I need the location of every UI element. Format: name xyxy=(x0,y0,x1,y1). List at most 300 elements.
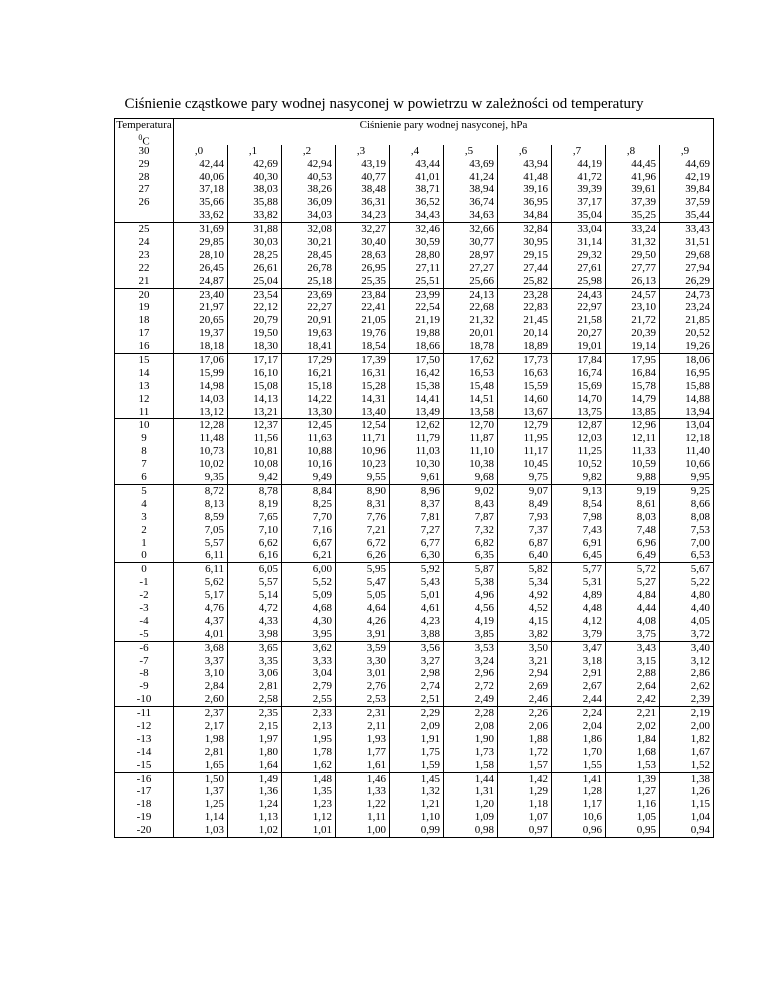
pressure-value: 5,43 xyxy=(420,576,440,589)
pressure-value: 33,24 xyxy=(631,223,656,236)
pressure-value: 34,43 xyxy=(415,209,440,222)
pressure-column-cell xyxy=(228,419,282,484)
pressure-value: 3,27 xyxy=(420,654,440,667)
pressure-value: 28,63 xyxy=(361,248,386,261)
pressure-value: 4,40 xyxy=(690,601,710,614)
pressure-value: 19,63 xyxy=(307,327,332,340)
pressure-value: 38,94 xyxy=(469,183,494,196)
pressure-value: 4,08 xyxy=(636,614,656,627)
pressure-value: 44,19 xyxy=(577,157,602,170)
temperature-value: 19 xyxy=(138,301,150,314)
pressure-column-cell xyxy=(228,707,282,772)
pressure-column-cell xyxy=(336,707,390,772)
pressure-value: 2,88 xyxy=(636,667,656,680)
pressure-value: 29,15 xyxy=(523,248,548,261)
pressure-value: 3,50 xyxy=(528,641,548,654)
column-header: ,0 xyxy=(194,144,204,157)
pressure-column-cell xyxy=(390,145,444,223)
pressure-value: 12,62 xyxy=(415,419,440,432)
pressure-column-cell xyxy=(552,772,606,837)
pressure-value: 1,13 xyxy=(258,811,278,824)
pressure-value: 7,76 xyxy=(366,510,386,523)
pressure-value: 25,35 xyxy=(361,274,386,287)
pressure-column-cell xyxy=(606,288,660,353)
pressure-value: 0,96 xyxy=(582,824,602,837)
pressure-value: 14,98 xyxy=(199,379,224,392)
pressure-value: 1,20 xyxy=(474,798,494,811)
pressure-value: 33,43 xyxy=(685,223,710,236)
pressure-value: 41,48 xyxy=(523,170,548,183)
pressure-column-cell xyxy=(282,641,336,706)
pressure-value: 21,05 xyxy=(361,314,386,327)
pressure-value: 5,22 xyxy=(690,576,710,589)
pressure-value: 10,88 xyxy=(307,445,332,458)
pressure-value: 12,54 xyxy=(361,419,386,432)
pressure-value: 35,25 xyxy=(631,209,656,222)
pressure-value: 10,30 xyxy=(415,458,440,471)
temperature-value: -1 xyxy=(139,576,149,589)
pressure-value: 3,88 xyxy=(420,627,440,640)
temperature-value: -4 xyxy=(139,614,149,627)
pressure-value: 3,85 xyxy=(474,627,494,640)
pressure-value: 14,51 xyxy=(469,392,494,405)
pressure-value: 6,87 xyxy=(528,536,548,549)
pressure-value: 7,27 xyxy=(420,523,440,536)
pressure-value: 2,74 xyxy=(420,680,440,693)
pressure-value: 11,87 xyxy=(469,432,494,445)
pressure-value: 2,11 xyxy=(367,719,386,732)
pressure-value: 3,04 xyxy=(312,667,332,680)
pressure-value: 5,62 xyxy=(204,576,224,589)
pressure-column-cell xyxy=(444,707,498,772)
pressure-column-cell xyxy=(660,145,714,223)
pressure-value: 5,67 xyxy=(690,563,710,576)
pressure-column-cell xyxy=(174,288,228,353)
pressure-value: 6,40 xyxy=(528,549,548,562)
temperature-value: 14 xyxy=(138,366,150,379)
pressure-value: 1,24 xyxy=(258,798,278,811)
pressure-value: 2,64 xyxy=(636,680,656,693)
pressure-value: 12,87 xyxy=(577,419,602,432)
pressure-value: 25,51 xyxy=(415,274,440,287)
pressure-column-cell xyxy=(390,707,444,772)
pressure-value: 35,44 xyxy=(685,209,710,222)
pressure-value: 13,49 xyxy=(415,405,440,418)
pressure-value: 5,77 xyxy=(582,563,602,576)
pressure-value: 14,70 xyxy=(577,392,602,405)
pressure-value: 5,05 xyxy=(366,589,386,602)
pressure-value: 0,95 xyxy=(636,824,656,837)
pressure-value: 28,80 xyxy=(415,248,440,261)
pressure-value: 31,14 xyxy=(577,236,602,249)
temperature-value: 13 xyxy=(138,379,150,392)
pressure-value: 34,03 xyxy=(307,209,332,222)
pressure-value: 12,18 xyxy=(685,432,710,445)
temperature-value: 4 xyxy=(141,497,147,510)
pressure-value: 5,57 xyxy=(258,576,278,589)
pressure-value: 5,95 xyxy=(366,563,386,576)
pressure-column-cell xyxy=(228,563,282,641)
pressure-value: 3,01 xyxy=(366,667,386,680)
pressure-value: 2,29 xyxy=(420,707,440,720)
temperature-value: 17 xyxy=(138,327,150,340)
pressure-value: 14,03 xyxy=(199,392,224,405)
temperature-value: -12 xyxy=(136,719,152,732)
pressure-value: 3,12 xyxy=(690,654,710,667)
pressure-value: 0,99 xyxy=(420,824,440,837)
pressure-value: 11,71 xyxy=(361,432,386,445)
pressure-column-cell xyxy=(498,288,552,353)
temperature-cell xyxy=(115,354,174,419)
table-row-group xyxy=(115,772,714,837)
temperature-header xyxy=(115,119,174,148)
pressure-value: 3,56 xyxy=(420,641,440,654)
pressure-value: 32,27 xyxy=(361,223,386,236)
pressure-value: 8,13 xyxy=(204,497,224,510)
pressure-value: 2,49 xyxy=(474,693,494,706)
pressure-column-cell xyxy=(552,288,606,353)
pressure-value: 13,04 xyxy=(685,419,710,432)
pressure-value: 10,73 xyxy=(199,445,224,458)
pressure-value: 2,72 xyxy=(474,680,494,693)
pressure-value: 3,72 xyxy=(690,627,710,640)
pressure-value: 21,85 xyxy=(685,314,710,327)
pressure-column-cell xyxy=(498,419,552,484)
pressure-value: 24,57 xyxy=(631,288,656,301)
pressure-value: 8,66 xyxy=(690,497,710,510)
table-row-group xyxy=(115,641,714,706)
pressure-value: 17,39 xyxy=(361,354,386,367)
pressure-value: 1,01 xyxy=(312,824,332,837)
pressure-value: 32,08 xyxy=(307,223,332,236)
pressure-value: 22,12 xyxy=(253,301,278,314)
pressure-value: 24,13 xyxy=(469,288,494,301)
pressure-value: 12,11 xyxy=(631,432,656,445)
pressure-value: 42,94 xyxy=(307,157,332,170)
pressure-value: 25,18 xyxy=(307,274,332,287)
pressure-value: 1,90 xyxy=(474,732,494,745)
temperature-value: -13 xyxy=(136,732,152,745)
table-row-group xyxy=(115,223,714,288)
column-header: ,1 xyxy=(248,144,258,157)
column-header: ,8 xyxy=(626,144,636,157)
pressure-value: 4,30 xyxy=(312,614,332,627)
temperature-value: 24 xyxy=(138,236,150,249)
pressure-value: 30,21 xyxy=(307,236,332,249)
pressure-value: 2,53 xyxy=(366,693,386,706)
pressure-value: 10,81 xyxy=(253,445,278,458)
pressure-value: 6,45 xyxy=(582,549,602,562)
pressure-value: 26,45 xyxy=(199,261,224,274)
pressure-value: 13,58 xyxy=(469,405,494,418)
pressure-value: 21,19 xyxy=(415,314,440,327)
pressure-column-cell xyxy=(552,419,606,484)
pressure-value: 24,87 xyxy=(199,274,224,287)
pressure-value: 1,46 xyxy=(366,772,386,785)
pressure-value: 26,13 xyxy=(631,274,656,287)
pressure-value: 11,63 xyxy=(307,432,332,445)
pressure-value: 43,94 xyxy=(523,157,548,170)
pressure-label: Ciśnienie pary wodnej nasyconej, hPa xyxy=(359,119,528,131)
pressure-value: 23,10 xyxy=(631,301,656,314)
pressure-value: 4,96 xyxy=(474,589,494,602)
temperature-value: 26 xyxy=(138,196,150,209)
pressure-value: 7,43 xyxy=(582,523,602,536)
pressure-value: 1,09 xyxy=(474,811,494,824)
pressure-value: 16,53 xyxy=(469,366,494,379)
pressure-value: 2,09 xyxy=(420,719,440,732)
pressure-column-cell xyxy=(390,641,444,706)
pressure-value: 6,91 xyxy=(582,536,602,549)
pressure-value: 30,95 xyxy=(523,236,548,249)
pressure-value: 1,93 xyxy=(366,732,386,745)
pressure-value: 4,80 xyxy=(690,589,710,602)
pressure-value: 29,32 xyxy=(577,248,602,261)
pressure-column-cell xyxy=(228,772,282,837)
pressure-column-cell xyxy=(498,484,552,562)
temperature-value: 5 xyxy=(141,484,147,497)
pressure-column-cell xyxy=(498,641,552,706)
pressure-column-cell xyxy=(390,354,444,419)
pressure-value: 4,52 xyxy=(528,601,548,614)
pressure-column-cell xyxy=(228,641,282,706)
pressure-column-cell xyxy=(336,641,390,706)
pressure-value: 11,79 xyxy=(415,432,440,445)
pressure-value: 35,66 xyxy=(199,196,224,209)
pressure-column-cell xyxy=(606,484,660,562)
pressure-column-cell xyxy=(444,354,498,419)
pressure-value: 7,05 xyxy=(204,523,224,536)
pressure-value: 12,03 xyxy=(577,432,602,445)
pressure-column-cell xyxy=(444,772,498,837)
temperature-value: -7 xyxy=(139,654,149,667)
pressure-value: 4,72 xyxy=(258,601,278,614)
pressure-value: 1,03 xyxy=(204,824,224,837)
vapor-pressure-table xyxy=(114,118,714,838)
pressure-value: 8,72 xyxy=(204,484,224,497)
pressure-value: 24,73 xyxy=(685,288,710,301)
pressure-column-cell xyxy=(228,484,282,562)
pressure-value: 8,49 xyxy=(528,497,548,510)
pressure-value: 5,82 xyxy=(528,563,548,576)
pressure-value: 5,17 xyxy=(204,589,224,602)
pressure-value: 16,10 xyxy=(253,366,278,379)
pressure-value: 1,86 xyxy=(582,732,602,745)
pressure-value: 1,52 xyxy=(690,758,710,771)
pressure-value: 1,36 xyxy=(258,785,278,798)
column-header: ,4 xyxy=(410,144,420,157)
pressure-value: 13,85 xyxy=(631,405,656,418)
table-row-group xyxy=(115,288,714,353)
temperature-value: 15 xyxy=(138,354,150,367)
pressure-value: 3,06 xyxy=(258,667,278,680)
pressure-value: 41,72 xyxy=(577,170,602,183)
pressure-value: 28,25 xyxy=(253,248,278,261)
pressure-value: 2,17 xyxy=(204,719,224,732)
pressure-value: 7,93 xyxy=(528,510,548,523)
pressure-value: 6,16 xyxy=(258,549,278,562)
pressure-value: 15,78 xyxy=(631,379,656,392)
pressure-value: 2,00 xyxy=(690,719,710,732)
pressure-value: 2,21 xyxy=(636,707,656,720)
pressure-value: 1,70 xyxy=(582,745,602,758)
pressure-value: 23,69 xyxy=(307,288,332,301)
pressure-value: 15,88 xyxy=(685,379,710,392)
pressure-value: 5,57 xyxy=(204,536,224,549)
pressure-column-cell xyxy=(606,641,660,706)
pressure-value: 15,38 xyxy=(415,379,440,392)
pressure-column-cell xyxy=(660,354,714,419)
pressure-value: 27,77 xyxy=(631,261,656,274)
pressure-value: 43,19 xyxy=(361,157,386,170)
pressure-value: 2,81 xyxy=(204,745,224,758)
pressure-column-cell xyxy=(282,772,336,837)
pressure-value: 1,57 xyxy=(528,758,548,771)
pressure-value: 1,23 xyxy=(312,798,332,811)
pressure-column-cell xyxy=(498,145,552,223)
pressure-value: 8,59 xyxy=(204,510,224,523)
pressure-value: 18,18 xyxy=(199,340,224,353)
pressure-value: 20,01 xyxy=(469,327,494,340)
pressure-value: 41,24 xyxy=(469,170,494,183)
pressure-column-cell xyxy=(174,484,228,562)
temperature-value: -6 xyxy=(139,641,149,654)
pressure-value: 36,95 xyxy=(523,196,548,209)
pressure-value: 2,69 xyxy=(528,680,548,693)
pressure-value: 4,89 xyxy=(582,589,602,602)
pressure-value: 16,42 xyxy=(415,366,440,379)
pressure-value: 6,26 xyxy=(366,549,386,562)
pressure-value: 7,48 xyxy=(636,523,656,536)
pressure-value: 27,44 xyxy=(523,261,548,274)
pressure-value: 34,23 xyxy=(361,209,386,222)
pressure-value: 10,96 xyxy=(361,445,386,458)
pressure-column-cell xyxy=(660,484,714,562)
pressure-value: 38,26 xyxy=(307,183,332,196)
pressure-value: 1,98 xyxy=(204,732,224,745)
temperature-value: 12 xyxy=(138,392,150,405)
pressure-value: 27,61 xyxy=(577,261,602,274)
pressure-column-cell xyxy=(444,419,498,484)
pressure-column-cell xyxy=(552,641,606,706)
pressure-value: 30,59 xyxy=(415,236,440,249)
pressure-column-cell xyxy=(498,354,552,419)
pressure-column-cell xyxy=(174,641,228,706)
pressure-value: 6,72 xyxy=(366,536,386,549)
pressure-value: 14,31 xyxy=(361,392,386,405)
pressure-value: 7,53 xyxy=(690,523,710,536)
column-header: ,7 xyxy=(572,144,582,157)
pressure-value: 27,27 xyxy=(469,261,494,274)
table-row-group xyxy=(115,707,714,772)
pressure-value: 5,87 xyxy=(474,563,494,576)
pressure-value: 6,05 xyxy=(258,563,278,576)
pressure-value: 1,04 xyxy=(690,811,710,824)
pressure-value: 1,11 xyxy=(367,811,386,824)
temperature-value: 3 xyxy=(141,510,147,523)
pressure-value: 29,68 xyxy=(685,248,710,261)
pressure-column-cell xyxy=(282,288,336,353)
pressure-column-cell xyxy=(660,641,714,706)
pressure-value: 1,88 xyxy=(528,732,548,745)
pressure-value: 7,87 xyxy=(474,510,494,523)
temperature-cell xyxy=(115,707,174,772)
pressure-value: 1,78 xyxy=(312,745,332,758)
temperature-value: 29 xyxy=(138,157,150,170)
pressure-value: 5,38 xyxy=(474,576,494,589)
pressure-value: 30,77 xyxy=(469,236,494,249)
temperature-cell xyxy=(115,145,174,223)
pressure-value: 10,16 xyxy=(307,458,332,471)
pressure-value: 16,74 xyxy=(577,366,602,379)
pressure-value: 8,96 xyxy=(420,484,440,497)
pressure-value: 20,91 xyxy=(307,314,332,327)
pressure-value: 1,65 xyxy=(204,758,224,771)
pressure-value: 21,58 xyxy=(577,314,602,327)
temperature-value: 16 xyxy=(138,340,150,353)
pressure-value: 4,44 xyxy=(636,601,656,614)
pressure-value: 8,37 xyxy=(420,497,440,510)
pressure-column-cell xyxy=(552,707,606,772)
temperature-value: 2 xyxy=(141,523,147,536)
pressure-value: 2,26 xyxy=(528,707,548,720)
temperature-value: -19 xyxy=(136,811,152,824)
pressure-value: 1,77 xyxy=(366,745,386,758)
pressure-value: 3,91 xyxy=(366,627,386,640)
pressure-value: 14,79 xyxy=(631,392,656,405)
pressure-column-cell xyxy=(336,484,390,562)
pressure-value: 1,10 xyxy=(420,811,440,824)
pressure-value: 16,84 xyxy=(631,366,656,379)
pressure-value: 23,99 xyxy=(415,288,440,301)
pressure-value: 1,75 xyxy=(420,745,440,758)
pressure-value: 20,65 xyxy=(199,314,224,327)
pressure-value: 4,76 xyxy=(204,601,224,614)
pressure-value: 5,92 xyxy=(420,563,440,576)
pressure-value: 9,42 xyxy=(258,471,278,484)
pressure-value: 1,45 xyxy=(420,772,440,785)
pressure-column-cell xyxy=(552,354,606,419)
pressure-value: 1,16 xyxy=(636,798,656,811)
pressure-value: 35,04 xyxy=(577,209,602,222)
pressure-value: 13,67 xyxy=(523,405,548,418)
pressure-value: 42,44 xyxy=(199,157,224,170)
temperature-value: -14 xyxy=(136,745,152,758)
pressure-value: 14,22 xyxy=(307,392,332,405)
temperature-value: 11 xyxy=(138,405,150,418)
pressure-value: 36,52 xyxy=(415,196,440,209)
pressure-value: 9,68 xyxy=(474,471,494,484)
pressure-value: 1,62 xyxy=(312,758,332,771)
pressure-value: 1,07 xyxy=(528,811,548,824)
temperature-value: 8 xyxy=(141,445,147,458)
pressure-value: 11,33 xyxy=(631,445,656,458)
pressure-value: 29,50 xyxy=(631,248,656,261)
pressure-value: 2,19 xyxy=(690,707,710,720)
pressure-value: 6,53 xyxy=(690,549,710,562)
pressure-value: 1,27 xyxy=(636,785,656,798)
pressure-value: 1,17 xyxy=(582,798,602,811)
pressure-column-cell xyxy=(444,484,498,562)
pressure-value: 22,27 xyxy=(307,301,332,314)
pressure-value: 10,59 xyxy=(631,458,656,471)
pressure-value: 4,92 xyxy=(528,589,548,602)
pressure-value: 9,07 xyxy=(528,484,548,497)
pressure-value: 29,85 xyxy=(199,236,224,249)
pressure-value: 13,75 xyxy=(577,405,602,418)
pressure-value: 8,43 xyxy=(474,497,494,510)
pressure-value: 40,77 xyxy=(361,170,386,183)
